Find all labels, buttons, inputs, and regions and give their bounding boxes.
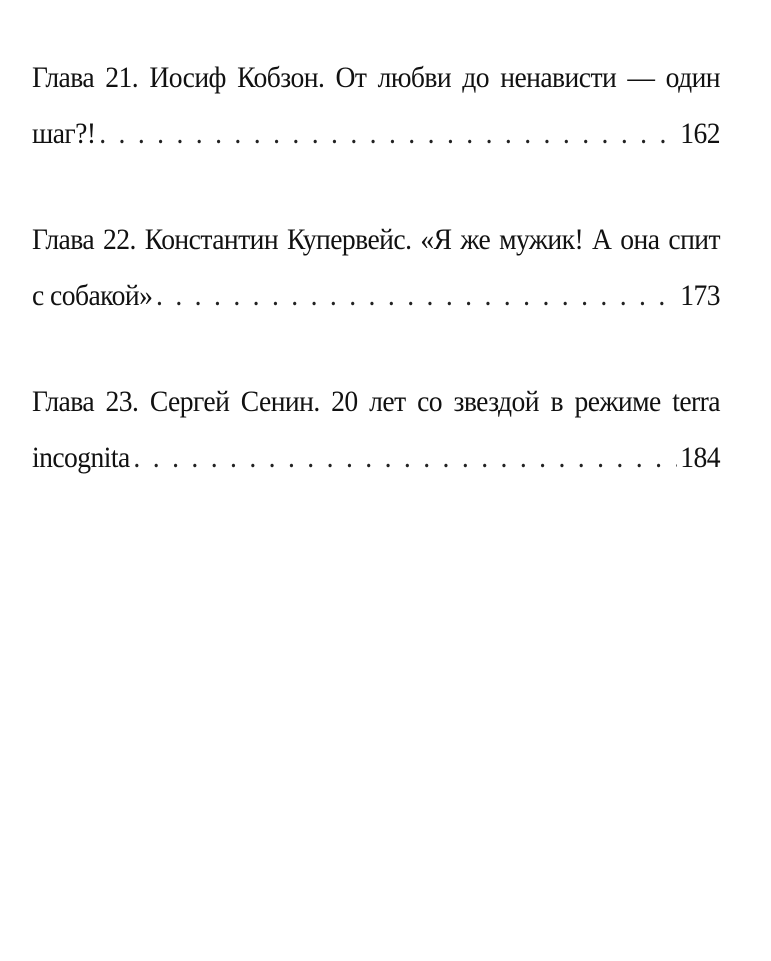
toc-entry-chapter-23 (32, 374, 720, 486)
toc-entry-title: Глава 22. Константин Купервейс. «Я же мужик! А она спит (32, 223, 721, 256)
toc-page-number: 173 (680, 279, 721, 312)
toc-entry-title: Глава 21. Иосиф Кобзон. От любви до ненависти — один (32, 61, 721, 94)
toc-entry-last-line (32, 268, 720, 324)
toc-page-number: 184 (680, 441, 721, 474)
dot-leader (99, 106, 676, 162)
table-of-contents (32, 50, 720, 536)
toc-entry-title-continuation: incognita (32, 441, 130, 474)
dot-leader (133, 430, 676, 486)
dot-leader (156, 268, 677, 324)
toc-entry-chapter-22 (32, 212, 720, 324)
toc-entry-last-line (32, 106, 720, 162)
toc-page-number: 162 (680, 117, 721, 150)
toc-entry-title-continuation: с собакой» (32, 279, 153, 312)
toc-entry-title-continuation: шаг?! (32, 117, 96, 150)
toc-entry-title: Глава 23. Сергей Сенин. 20 лет со звездой в режиме terra (32, 385, 721, 418)
toc-entry-last-line (32, 430, 720, 486)
toc-entry-chapter-21 (32, 50, 720, 162)
